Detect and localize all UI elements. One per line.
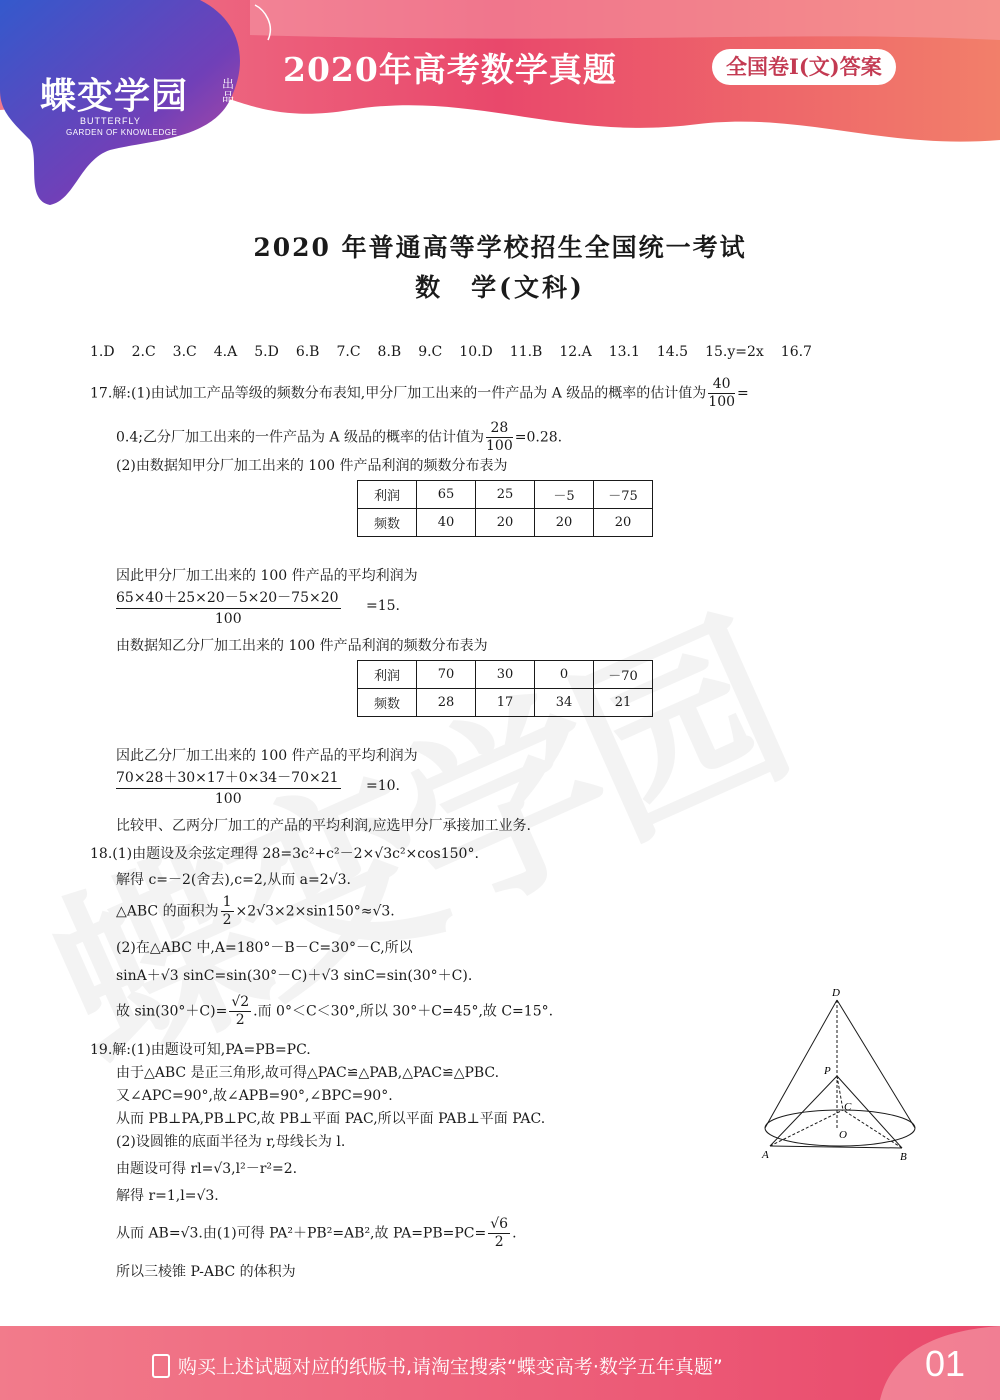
answer-item: 8.B — [377, 344, 402, 360]
table-cell: 20 — [594, 509, 653, 537]
logo-side-text: 出品 — [222, 77, 235, 104]
table-cell: 65 — [417, 481, 476, 509]
q18-line3 — [116, 894, 395, 929]
table-row — [358, 661, 653, 689]
table-row — [358, 689, 653, 717]
q17-line3: (2)由数据知甲分厂加工出来的 100 件产品利润的频数分布表为 — [116, 458, 508, 474]
fraction — [486, 420, 513, 455]
table-row — [358, 481, 653, 509]
table-cell: 0 — [535, 661, 594, 689]
answer-item: 13.1 — [608, 344, 640, 360]
q18-line6-end: .而 0°＜C＜30°,所以 30°＋C=45°,故 C=15°. — [253, 1003, 554, 1020]
header-title: 2020年高考数学真题 — [283, 50, 617, 89]
document-subtitle: 数 学(文科) — [415, 273, 585, 302]
footer-promo-text: 购买上述试题对应的纸版书,请淘宝搜索“蝶变高考·数学五年真题” — [178, 1356, 723, 1378]
logo-wordmark: 蝶变学园 — [40, 76, 189, 117]
fraction-numerator: 65×40＋25×20－5×20－75×20 — [116, 588, 341, 609]
cone-figure — [750, 986, 930, 1166]
table-cell: －70 — [594, 661, 653, 689]
answer-item: 2.C — [131, 344, 156, 360]
q19-line2: 由于△ABC 是正三角形,故可得△PAC≌△PAB,△PAC≌△PBC. — [116, 1065, 500, 1081]
table-cell: 40 — [417, 509, 476, 537]
q19-line8-end: . — [512, 1225, 517, 1242]
q19-line8-text: 从而 AB=√3.由(1)可得 PA²＋PB²=AB²,故 PA=PB=PC= — [116, 1225, 487, 1242]
table-cell: 34 — [535, 689, 594, 717]
table-cell: －5 — [535, 481, 594, 509]
q17-line2-text: 0.4;乙分厂加工出来的一件产品为 A 级品的概率的估计值为 — [116, 429, 484, 446]
q19-line8 — [116, 1216, 517, 1251]
q18-line1: 18.(1)由题设及余弦定理得 28=3c²+c²－2×√3c²×cos150°. — [90, 846, 479, 862]
table-cell: 频数 — [358, 689, 417, 717]
q17-line7: 比较甲、乙两分厂加工的产品的平均利润,应选甲分厂承接加工业务. — [116, 818, 531, 834]
fraction-denominator: 2 — [222, 912, 232, 928]
q17-line4: 因此甲分厂加工出来的 100 件产品的平均利润为 — [116, 568, 418, 584]
q19-line9: 所以三棱锥 P-ABC 的体积为 — [116, 1264, 296, 1280]
label-P: P — [824, 1065, 831, 1077]
table-cell: 利润 — [358, 661, 417, 689]
profit-table-factory-b — [357, 660, 653, 717]
fraction-numerator: 40 — [708, 376, 735, 394]
table-cell: 28 — [417, 689, 476, 717]
q18-line6-text: 故 sin(30°＋C)= — [116, 1003, 228, 1020]
label-B: B — [900, 1151, 907, 1163]
fraction-denominator: 100 — [486, 438, 513, 454]
q19-line3: 又∠APC=90°,故∠APB=90°,∠BPC=90°. — [116, 1088, 393, 1104]
label-O: O — [839, 1129, 847, 1141]
fraction-numerator: 28 — [486, 420, 513, 438]
fraction-denominator: 100 — [214, 611, 242, 627]
fraction-numerator: √2 — [231, 994, 250, 1010]
document-title: 2020 年普通高等学校招生全国统一考试 — [253, 233, 747, 262]
label-D: D — [832, 987, 840, 999]
answer-item: 12.A — [559, 344, 592, 360]
fraction-denominator: 100 — [214, 791, 242, 807]
logo-english-line2: GARDEN OF KNOWLEDGE — [66, 128, 178, 137]
fraction-result: =10. — [366, 778, 400, 794]
table-cell: 70 — [417, 661, 476, 689]
answer-item: 5.D — [254, 344, 279, 360]
table-cell: 30 — [476, 661, 535, 689]
q17-line2-end: =0.28. — [514, 429, 563, 446]
fraction-numerator: 1 — [222, 894, 232, 910]
label-C: C — [844, 1101, 852, 1113]
table-cell: 25 — [476, 481, 535, 509]
answer-key-row — [90, 344, 812, 360]
q17-line6: 因此乙分厂加工出来的 100 件产品的平均利润为 — [116, 748, 418, 764]
fraction-denominator: 100 — [708, 394, 736, 410]
profit-table-factory-a — [357, 480, 653, 537]
q17-line1-text: 17.解:(1)由试加工产品等级的频数分布表知,甲分厂加工出来的一件产品为 A 级品的概率的估计值为 — [90, 385, 707, 402]
answer-item: 7.C — [336, 344, 361, 360]
answer-item: 14.5 — [656, 344, 689, 360]
q18-line3-end: ×2√3×2×sin150°≈√3. — [235, 903, 395, 920]
q19-line1: 19.解:(1)由题设可知,PA=PB=PC. — [90, 1042, 311, 1058]
average-profit-fraction-b — [116, 768, 400, 809]
answer-item: 16.7 — [780, 344, 812, 360]
page-number: 01 — [925, 1343, 966, 1384]
table-cell: 利润 — [358, 481, 417, 509]
answer-item: 11.B — [509, 344, 543, 360]
table-cell: 频数 — [358, 509, 417, 537]
answer-item: 1.D — [90, 344, 115, 360]
fraction-denominator: 2 — [494, 1234, 504, 1250]
table-cell: 21 — [594, 689, 653, 717]
answer-item: 10.D — [459, 344, 493, 360]
q17-line2 — [116, 420, 562, 455]
answer-item: 6.B — [295, 344, 320, 360]
fraction — [708, 376, 735, 411]
fraction-result: =15. — [366, 598, 400, 614]
header-badge: 全国卷Ⅰ(文)答案 — [712, 49, 896, 85]
fraction — [488, 1216, 510, 1251]
q18-line4: (2)在△ABC 中,A=180°－B－C=30°－C,所以 — [116, 940, 413, 956]
logo-english-line1: BUTTERFLY — [80, 116, 141, 126]
fraction-numerator: 70×28＋30×17＋0×34－70×21 — [116, 768, 341, 789]
table-cell: 20 — [476, 509, 535, 537]
q17-line1 — [90, 376, 749, 411]
fraction — [221, 894, 234, 929]
table-cell: 17 — [476, 689, 535, 717]
fraction — [229, 994, 251, 1029]
q17-line1-end: = — [737, 385, 749, 402]
table-cell: 20 — [535, 509, 594, 537]
label-A: A — [762, 1149, 769, 1161]
answer-item: 9.C — [418, 344, 443, 360]
q18-line3-text: △ABC 的面积为 — [116, 903, 219, 920]
q19-line4: 从而 PB⊥PA,PB⊥PC,故 PB⊥平面 PAC,所以平面 PAB⊥平面 PAC. — [116, 1111, 546, 1127]
answer-item: 3.C — [172, 344, 197, 360]
fraction-denominator: 2 — [235, 1012, 245, 1028]
answer-item: 15.y=2x — [705, 344, 764, 360]
q18-line5: sinA＋√3 sinC=sin(30°－C)＋√3 sinC=sin(30°＋C). — [116, 968, 473, 984]
phone-icon — [152, 1354, 170, 1378]
q18-line2: 解得 c=－2(舍去),c=2,从而 a=2√3. — [116, 872, 351, 888]
table-row — [358, 509, 653, 537]
answer-item: 4.A — [213, 344, 238, 360]
q19-line6: 由题设可得 rl=√3,l²－r²=2. — [116, 1161, 298, 1177]
average-profit-fraction-a — [116, 588, 400, 629]
q18-line6 — [116, 994, 553, 1029]
q19-line7: 解得 r=1,l=√3. — [116, 1188, 219, 1204]
q17-line5: 由数据知乙分厂加工出来的 100 件产品利润的频数分布表为 — [116, 638, 488, 654]
fraction-numerator: √6 — [490, 1216, 509, 1232]
table-cell: －75 — [594, 481, 653, 509]
q19-line5: (2)设圆锥的底面半径为 r,母线长为 l. — [116, 1134, 346, 1150]
